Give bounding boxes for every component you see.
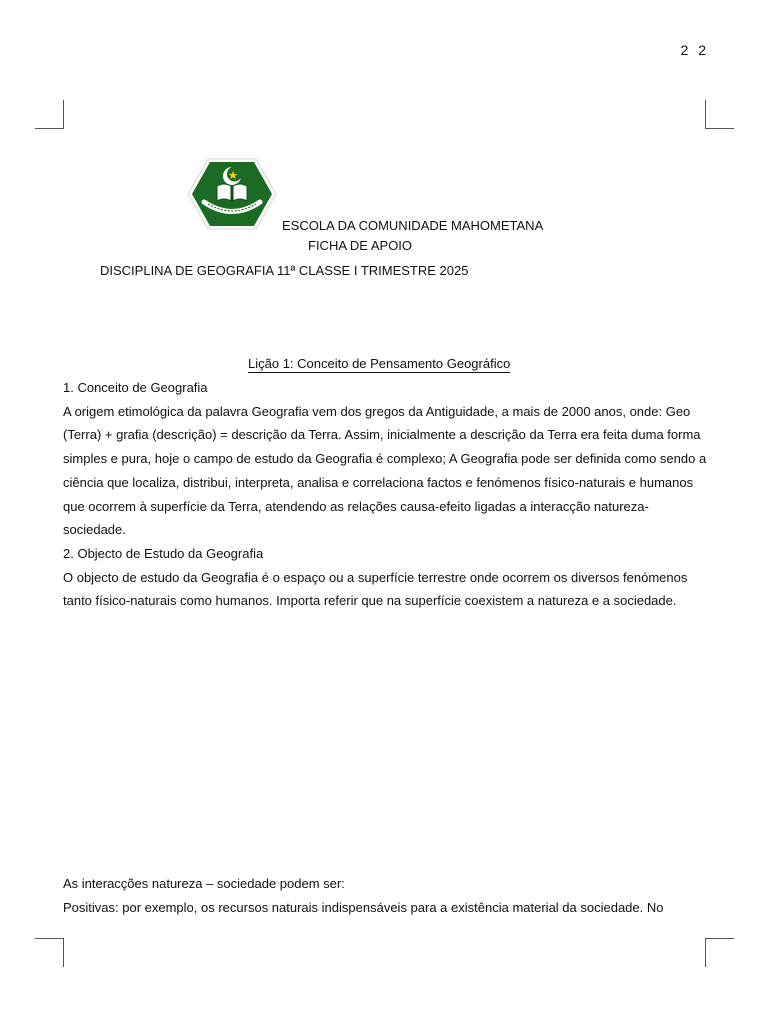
lesson-body xyxy=(63,376,711,613)
interactions-positive: Positivas: por exemplo, os recursos naturais indispensáveis para a existência material da sociedade. No xyxy=(63,899,664,915)
section-1-heading: 1. Conceito de Geografia xyxy=(63,380,208,395)
lesson-title: Lição 1: Conceito de Pensamento Geográfico xyxy=(248,356,511,371)
crop-mark-top-left xyxy=(35,100,64,129)
document-type: FICHA DE APOIO xyxy=(308,238,413,253)
school-logo xyxy=(186,157,278,231)
page-number: 2 2 xyxy=(680,42,706,58)
crop-mark-bottom-left xyxy=(35,938,64,967)
interactions-block xyxy=(63,872,711,919)
section-1-paragraph: A origem etimológica da palavra Geografia vem dos gregos da Antiguidade, a mais de 2000 anos, onde: Geo (Terra) + grafia (descrição) = descrição da Terra. Assim, inicialmente a descrição da Terra era feita duma forma simples e pura, hoje o campo de estudo da Geografia é complexo; A Geografia pode ser definida como sendo a ciência que localiza, distribui, interpreta, analisa e correlaciona factos e fenómenos físico-naturais e humanos que ocorrem à superfície da Terra, atendendo as relações causa-efeito ligadas a interacção natureza-sociedade. xyxy=(63,403,707,538)
crop-mark-top-right xyxy=(705,100,734,129)
section-2-heading: 2. Objecto de Estudo da Geografia xyxy=(63,545,264,561)
section-2-paragraph: O objecto de estudo da Geografia é o espaço ou a superfície terrestre onde ocorrem os diversos fenómenos tanto físico-naturais como humanos. Importa referir que na superfície coexistem a natureza e a sociedade. xyxy=(63,569,688,609)
crop-mark-bottom-right xyxy=(705,938,734,967)
subject-line: DISCIPLINA DE GEOGRAFIA 11ª CLASSE I TRIMESTRE 2025 xyxy=(100,263,469,278)
interactions-intro: As interacções natureza – sociedade podem ser: xyxy=(63,876,345,891)
school-name: ESCOLA DA COMUNIDADE MAHOMETANA xyxy=(282,218,544,233)
